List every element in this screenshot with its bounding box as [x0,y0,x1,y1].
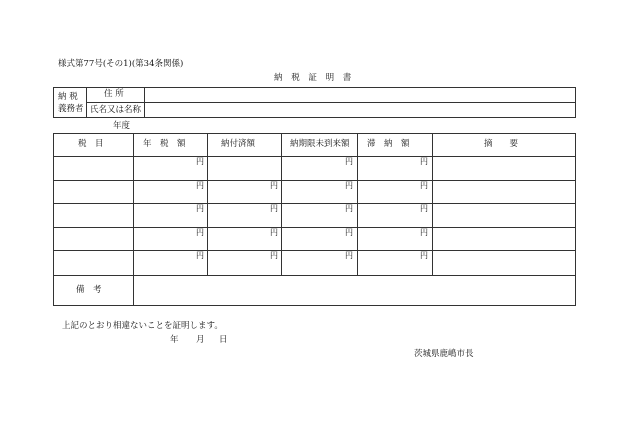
header-delinquent: 滞 納 額 [367,139,410,149]
yen-unit: 円 [420,251,428,260]
yen-unit: 円 [345,251,353,260]
header-remarks-col: 摘 要 [484,139,519,149]
header-annual-tax: 年 税 額 [143,139,186,149]
fiscal-year-label: 年度 [113,121,131,131]
name-label: 氏名又は名称 [90,105,142,115]
header-paid-amount: 納付済額 [221,139,256,149]
yen-unit: 円 [196,228,204,237]
address-label: 住 所 [104,89,124,99]
yen-unit: 円 [270,204,278,213]
header-not-yet-due: 納期限未到来額 [290,139,350,149]
yen-unit: 円 [196,181,204,190]
date-year: 年 [170,335,179,345]
page-title: 納 税 証 明 書 [274,73,355,83]
yen-unit: 円 [420,157,428,166]
yen-unit: 円 [196,157,204,166]
yen-unit: 円 [345,157,353,166]
yen-unit: 円 [345,181,353,190]
issuer-name: 茨城県鹿嶋市長 [414,349,474,359]
yen-unit: 円 [270,181,278,190]
form-number: 様式第77号(その1)(第34条関係) [58,59,184,69]
taxpayer-label-line2: 義務者 [58,104,84,114]
yen-unit: 円 [345,204,353,213]
yen-unit: 円 [420,204,428,213]
date-month: 月 [196,335,205,345]
yen-unit: 円 [196,204,204,213]
yen-unit: 円 [196,251,204,260]
header-tax-item: 税 目 [78,139,104,149]
remarks-label: 備 考 [76,285,102,295]
taxpayer-label-line1: 納 税 [58,92,78,102]
yen-unit: 円 [420,181,428,190]
certification-text: 上記のとおり相違ないことを証明します。 [62,321,223,331]
yen-unit: 円 [345,228,353,237]
yen-unit: 円 [270,228,278,237]
date-day: 日 [219,335,228,345]
yen-unit: 円 [420,228,428,237]
yen-unit: 円 [270,251,278,260]
